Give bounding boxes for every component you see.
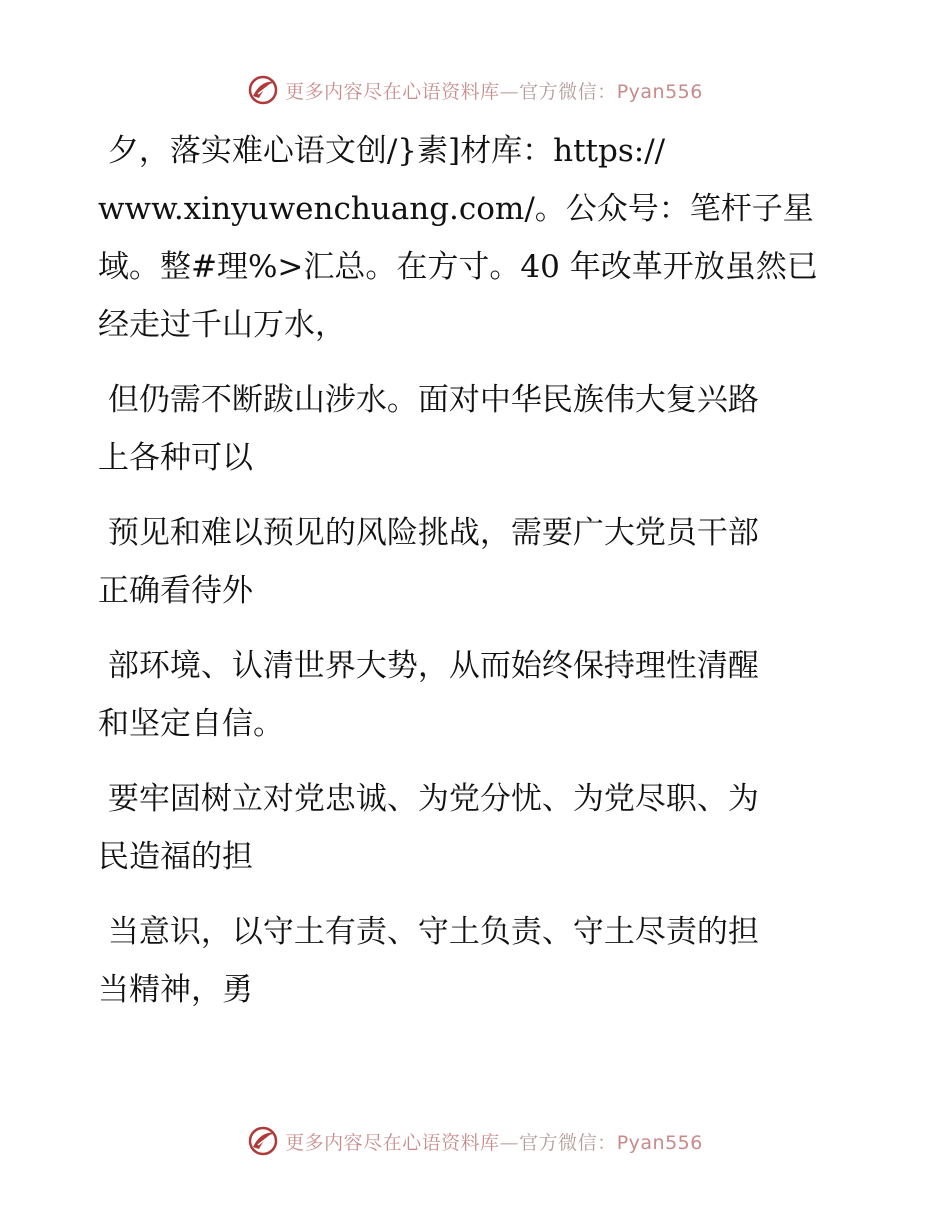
- header-watermark-banner: [0, 70, 950, 110]
- brand-logo-icon: [247, 1125, 279, 1157]
- header-watermark-text: [285, 77, 703, 104]
- header-slogan: 更多内容尽在心语资料库: [285, 80, 500, 103]
- header-official-label: 官方微信: [519, 80, 598, 103]
- paragraph-2: 但仍需不断跋山涉水。面对中华民族伟大复兴路 上各种可以: [98, 382, 759, 476]
- paragraph-5: 要牢固树立对党忠诚、为党分忧、为党尽职、为 民造福的担: [98, 781, 759, 875]
- paragraph-3: 预见和难以预见的风险挑战，需要广大党员干部 正确看待外: [98, 515, 759, 609]
- footer-slogan: 更多内容尽在心语资料库: [285, 1131, 500, 1154]
- footer-wechat-id: Pyan556: [616, 1131, 703, 1154]
- footer-separator: —: [499, 1131, 520, 1154]
- header-colon: ：: [597, 80, 617, 103]
- paragraph-6: 当意识，以守土有责、守土负责、守土尽责的担 当精神，勇: [98, 914, 759, 1008]
- footer-watermark-text: [285, 1128, 703, 1155]
- paragraph-4: 部环境、认清世界大势，从而始终保持理性清醒 和坚定自信。: [98, 648, 759, 742]
- footer-watermark-banner: [0, 1121, 950, 1161]
- footer-colon: ：: [597, 1131, 617, 1154]
- document-body: [98, 122, 858, 1036]
- header-separator: —: [499, 80, 520, 103]
- header-wechat-id: Pyan556: [616, 80, 703, 103]
- footer-official-label: 官方微信: [519, 1131, 598, 1154]
- paragraph-1: 夕，落实难心语文创/}素]材库：https:// www.xinyuwenchuang.com/。公众号：笔杆子星 域。整#理%>汇总。在方寸。40 年改革开放虽然已 经走过千山万水，: [98, 133, 818, 343]
- brand-logo-icon: [247, 74, 279, 106]
